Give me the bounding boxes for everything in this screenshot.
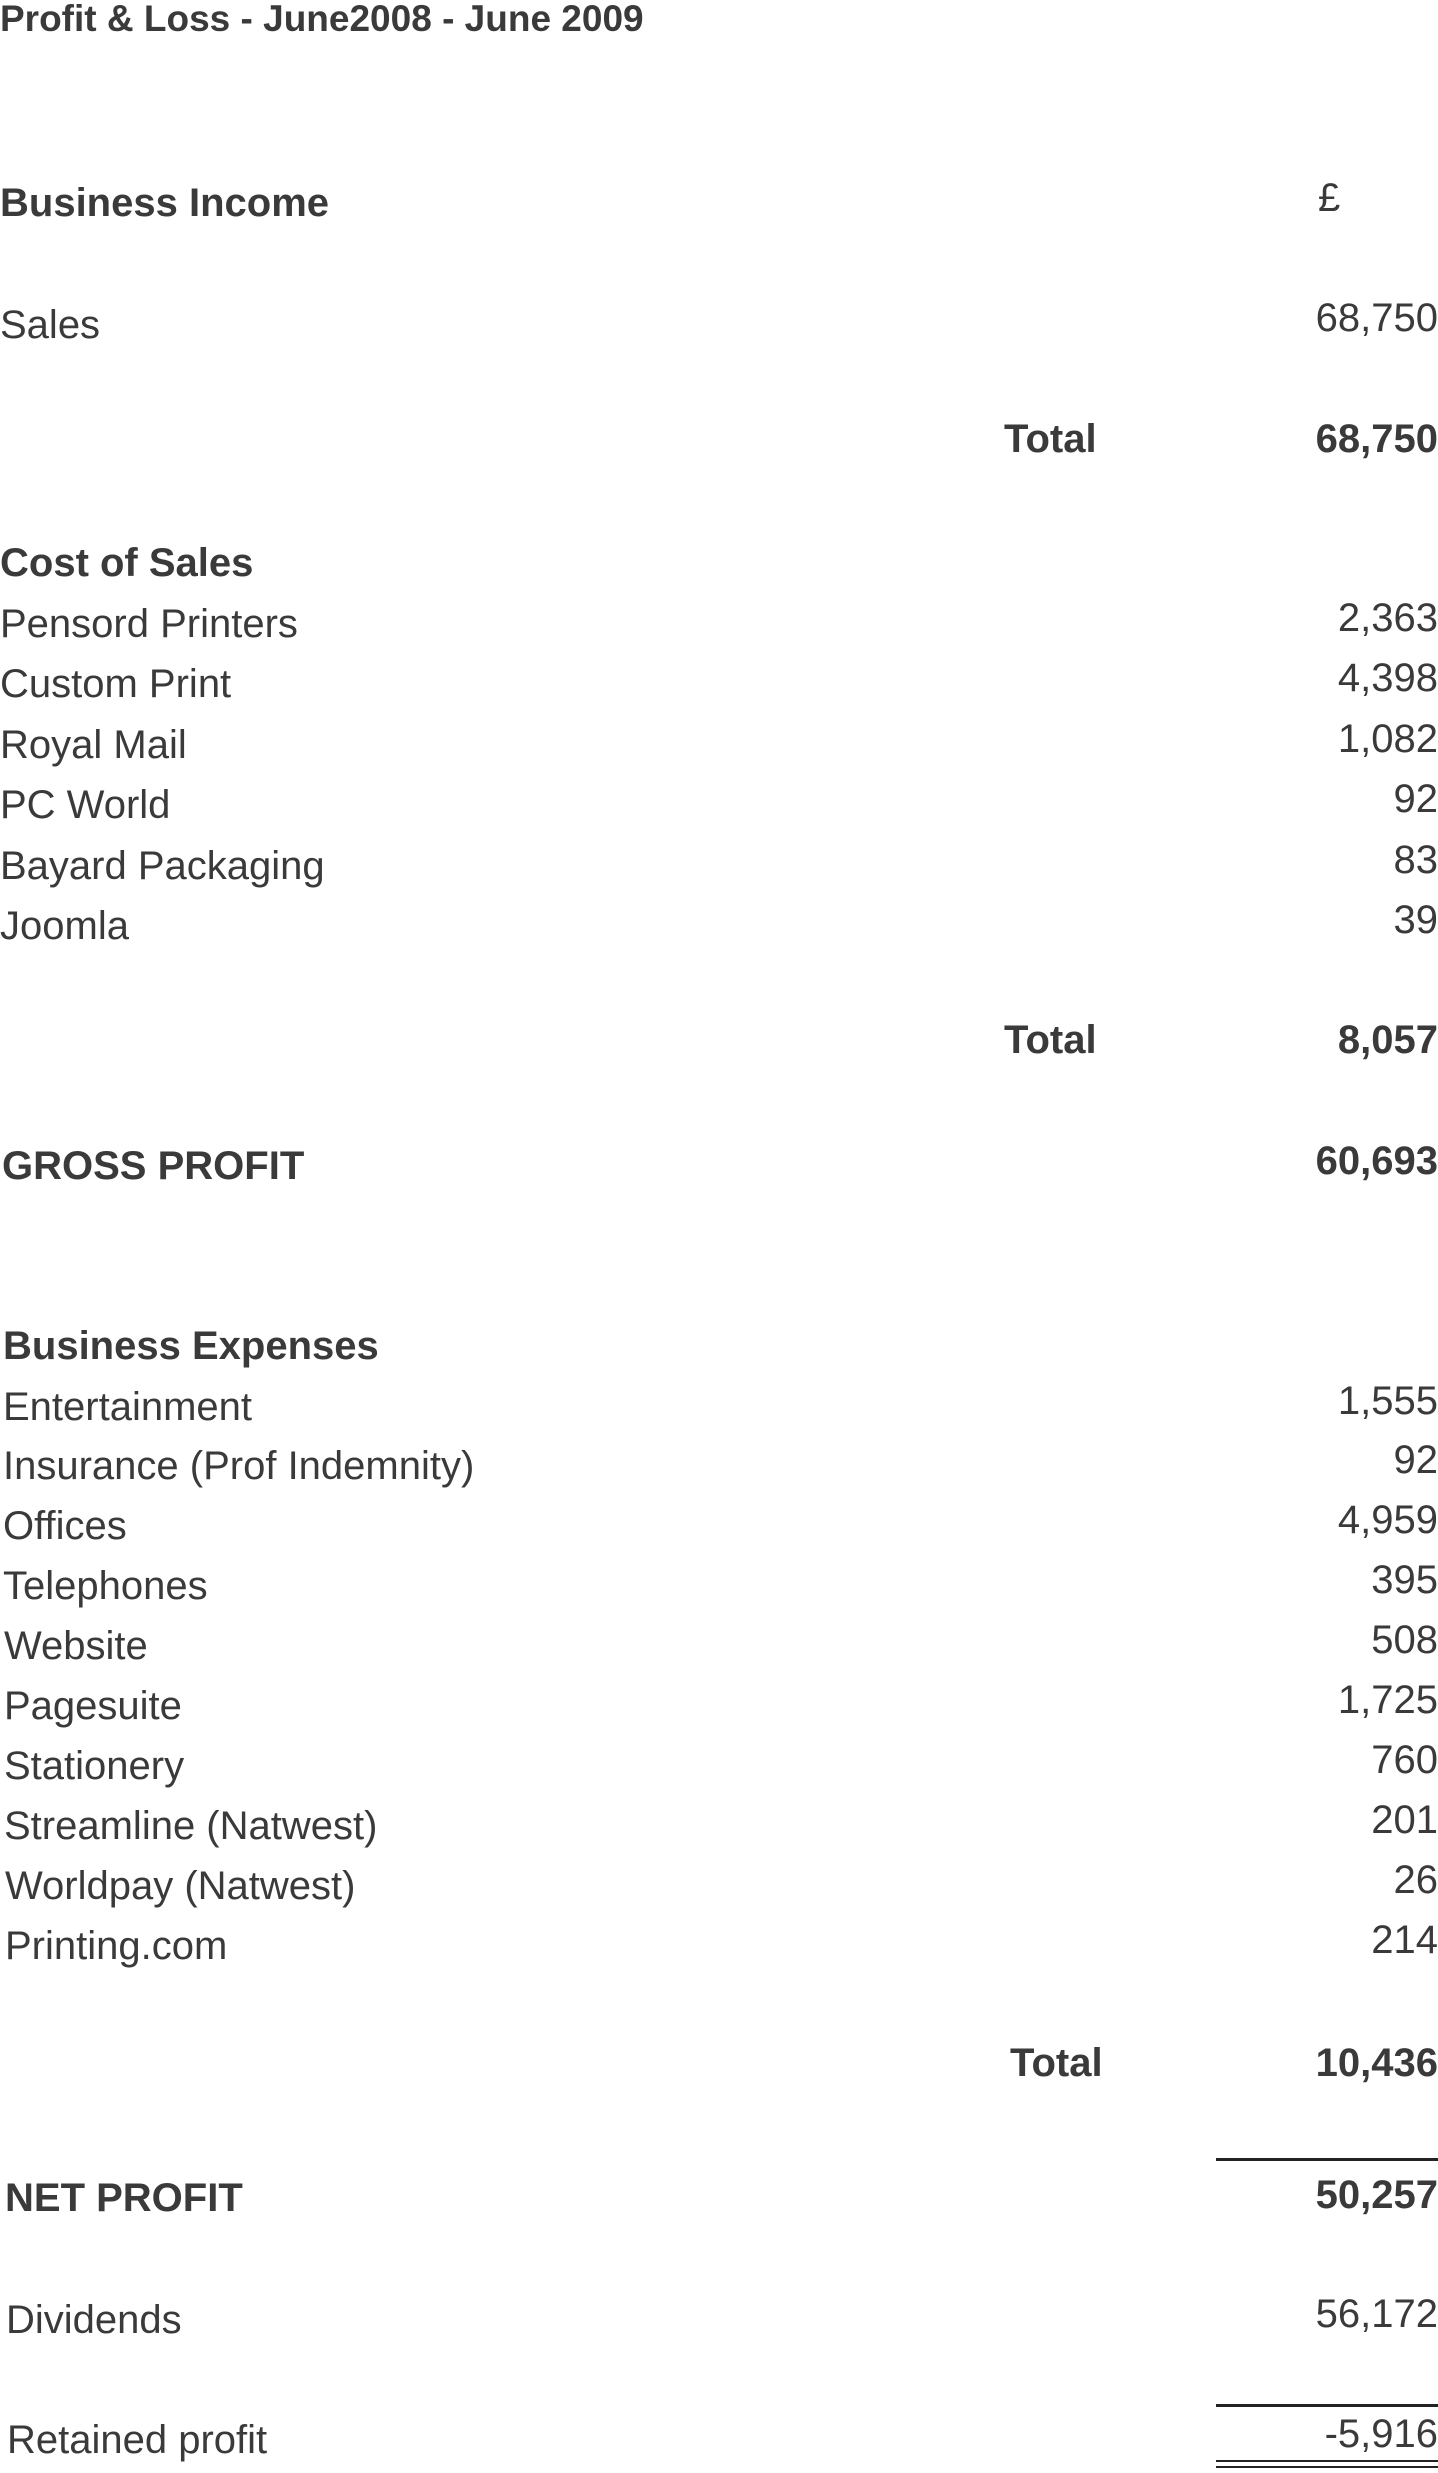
expense-amount: 508 xyxy=(1371,1618,1438,1662)
expense-amount: 201 xyxy=(1371,1798,1438,1842)
retained-profit-double-rule-bottom xyxy=(1216,2466,1438,2468)
cost-label: Pensord Printers xyxy=(0,602,298,646)
expense-amount: 760 xyxy=(1371,1738,1438,1782)
expense-amount: 214 xyxy=(1371,1918,1438,1962)
gross-profit-amount: 60,693 xyxy=(1315,1139,1438,1183)
expense-label: Entertainment xyxy=(3,1385,253,1429)
expense-label: Pagesuite xyxy=(4,1684,182,1728)
cost-label: PC World xyxy=(0,783,171,827)
business-expenses-heading: Business Expenses xyxy=(3,1324,379,1368)
expense-label: Worldpay (Natwest) xyxy=(5,1864,356,1908)
currency-symbol: £ xyxy=(1318,176,1341,220)
net-profit-label: NET PROFIT xyxy=(5,2176,243,2220)
cost-amount: 92 xyxy=(1393,777,1438,821)
cost-total-amount: 8,057 xyxy=(1337,1018,1438,1062)
cost-amount: 1,082 xyxy=(1337,717,1438,761)
cost-amount: 83 xyxy=(1393,838,1438,882)
cost-amount: 4,398 xyxy=(1337,656,1438,700)
expense-label: Stationery xyxy=(4,1744,185,1788)
expense-label: Offices xyxy=(3,1504,127,1548)
expense-label: Printing.com xyxy=(5,1924,228,1968)
cost-label: Joomla xyxy=(0,904,129,948)
page-title: Profit & Loss - June2008 - June 2009 xyxy=(0,0,644,39)
cost-of-sales-heading: Cost of Sales xyxy=(0,541,254,585)
net-profit-rule xyxy=(1216,2158,1438,2161)
cost-amount: 2,363 xyxy=(1337,596,1438,640)
income-total-amount: 68,750 xyxy=(1315,417,1438,461)
net-profit-amount: 50,257 xyxy=(1315,2173,1438,2217)
expense-amount: 92 xyxy=(1393,1438,1438,1482)
retained-profit-label: Retained profit xyxy=(7,2418,268,2462)
expense-amount: 1,555 xyxy=(1337,1379,1438,1423)
expense-label: Telephones xyxy=(3,1564,208,1608)
cost-label: Royal Mail xyxy=(0,723,187,767)
business-income-heading: Business Income xyxy=(0,181,330,225)
expense-label: Website xyxy=(4,1624,148,1668)
expenses-total-amount: 10,436 xyxy=(1315,2041,1438,2085)
cost-label: Bayard Packaging xyxy=(0,844,325,888)
income-total-label: Total xyxy=(1004,417,1097,461)
expense-label: Streamline (Natwest) xyxy=(4,1804,378,1848)
dividends-label: Dividends xyxy=(6,2298,182,2342)
expenses-total-label: Total xyxy=(1010,2041,1103,2085)
income-label-sales: Sales xyxy=(0,303,101,347)
expense-label: Insurance (Prof Indemnity) xyxy=(3,1444,475,1488)
expense-amount: 1,725 xyxy=(1337,1678,1438,1722)
expense-amount: 26 xyxy=(1393,1858,1438,1902)
gross-profit-label: GROSS PROFIT xyxy=(2,1144,305,1188)
retained-profit-amount: -5,916 xyxy=(1324,2412,1438,2456)
dividends-amount: 56,172 xyxy=(1315,2292,1438,2336)
cost-amount: 39 xyxy=(1393,898,1438,942)
expense-amount: 395 xyxy=(1371,1558,1438,1602)
expense-amount: 4,959 xyxy=(1337,1498,1438,1542)
cost-label: Custom Print xyxy=(0,662,232,706)
income-amount-sales: 68,750 xyxy=(1315,296,1438,340)
retained-profit-double-rule-top xyxy=(1216,2460,1438,2462)
retained-profit-rule xyxy=(1216,2404,1438,2407)
cost-total-label: Total xyxy=(1004,1018,1097,1062)
